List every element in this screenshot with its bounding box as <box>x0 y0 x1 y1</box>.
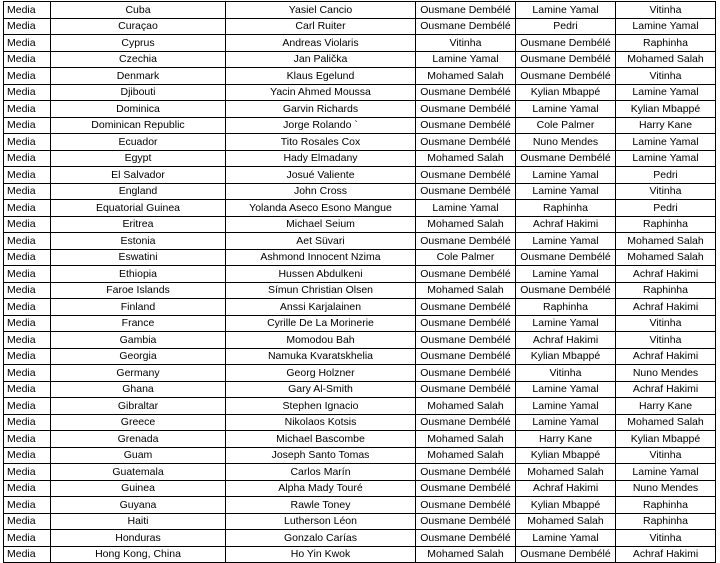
first-choice-cell: Ousmane Dembélé <box>416 117 516 134</box>
third-choice-cell: Mohamed Salah <box>616 249 716 266</box>
voter-cell: Tito Rosales Cox <box>226 134 416 151</box>
voter-cell: Josué Valiente <box>226 167 416 184</box>
table-row <box>4 35 716 52</box>
category-cell: Media <box>4 497 51 514</box>
second-choice-cell: Pedri <box>516 18 616 35</box>
category-cell: Media <box>4 35 51 52</box>
third-choice-cell: Raphinha <box>616 216 716 233</box>
category-cell: Media <box>4 51 51 68</box>
first-choice-cell: Cole Palmer <box>416 249 516 266</box>
second-choice-cell: Lamine Yamal <box>516 398 616 415</box>
first-choice-cell: Mohamed Salah <box>416 68 516 85</box>
third-choice-cell: Raphinha <box>616 513 716 530</box>
voter-cell: Ashmond Innocent Nzima <box>226 249 416 266</box>
voter-cell: Garvin Richards <box>226 101 416 118</box>
third-choice-cell: Lamine Yamal <box>616 464 716 481</box>
category-cell: Media <box>4 546 51 563</box>
table-row <box>4 332 716 349</box>
third-choice-cell: Raphinha <box>616 282 716 299</box>
second-choice-cell: Ousmane Dembélé <box>516 282 616 299</box>
second-choice-cell: Raphinha <box>516 299 616 316</box>
country-cell: Estonia <box>51 233 226 250</box>
first-choice-cell: Ousmane Dembélé <box>416 480 516 497</box>
country-cell: Cuba <box>51 2 226 19</box>
table-row <box>4 546 716 563</box>
country-cell: Greece <box>51 414 226 431</box>
country-cell: Guatemala <box>51 464 226 481</box>
third-choice-cell: Lamine Yamal <box>616 18 716 35</box>
table-row <box>4 480 716 497</box>
country-cell: Finland <box>51 299 226 316</box>
second-choice-cell: Kylian Mbappé <box>516 348 616 365</box>
country-cell: Gibraltar <box>51 398 226 415</box>
category-cell: Media <box>4 480 51 497</box>
voter-cell: Stephen Ignacio <box>226 398 416 415</box>
category-cell: Media <box>4 117 51 134</box>
voter-cell: Ho Yin Kwok <box>226 546 416 563</box>
second-choice-cell: Ousmane Dembélé <box>516 150 616 167</box>
third-choice-cell: Achraf Hakimi <box>616 266 716 283</box>
voter-cell: Rawle Toney <box>226 497 416 514</box>
country-cell: Grenada <box>51 431 226 448</box>
category-cell: Media <box>4 134 51 151</box>
table-row <box>4 447 716 464</box>
second-choice-cell: Achraf Hakimi <box>516 480 616 497</box>
table-row <box>4 18 716 35</box>
category-cell: Media <box>4 447 51 464</box>
voter-cell: Yacin Ahmed Moussa <box>226 84 416 101</box>
second-choice-cell: Kylian Mbappé <box>516 84 616 101</box>
table-row <box>4 464 716 481</box>
country-cell: England <box>51 183 226 200</box>
first-choice-cell: Ousmane Dembélé <box>416 365 516 382</box>
table-row <box>4 167 716 184</box>
voter-cell: Gary Al-Smith <box>226 381 416 398</box>
voter-cell: Hady Elmadany <box>226 150 416 167</box>
category-cell: Media <box>4 233 51 250</box>
second-choice-cell: Lamine Yamal <box>516 167 616 184</box>
voter-cell: Namuka Kvaratskhelia <box>226 348 416 365</box>
voter-cell: Lutherson Léon <box>226 513 416 530</box>
first-choice-cell: Vitinha <box>416 35 516 52</box>
first-choice-cell: Ousmane Dembélé <box>416 266 516 283</box>
third-choice-cell: Vitinha <box>616 530 716 547</box>
table-row <box>4 315 716 332</box>
third-choice-cell: Raphinha <box>616 35 716 52</box>
second-choice-cell: Vitinha <box>516 365 616 382</box>
country-cell: Guyana <box>51 497 226 514</box>
third-choice-cell: Pedri <box>616 200 716 217</box>
table-row <box>4 183 716 200</box>
first-choice-cell: Ousmane Dembélé <box>416 101 516 118</box>
second-choice-cell: Nuno Mendes <box>516 134 616 151</box>
table-row <box>4 381 716 398</box>
country-cell: Guinea <box>51 480 226 497</box>
first-choice-cell: Ousmane Dembélé <box>416 513 516 530</box>
category-cell: Media <box>4 84 51 101</box>
table-row <box>4 266 716 283</box>
voter-cell: Aet Süvari <box>226 233 416 250</box>
category-cell: Media <box>4 365 51 382</box>
first-choice-cell: Mohamed Salah <box>416 150 516 167</box>
country-cell: Ecuador <box>51 134 226 151</box>
first-choice-cell: Ousmane Dembélé <box>416 183 516 200</box>
second-choice-cell: Ousmane Dembélé <box>516 546 616 563</box>
country-cell: Dominica <box>51 101 226 118</box>
first-choice-cell: Ousmane Dembélé <box>416 167 516 184</box>
first-choice-cell: Ousmane Dembélé <box>416 299 516 316</box>
voter-cell: Michael Seium <box>226 216 416 233</box>
country-cell: Czechia <box>51 51 226 68</box>
voter-cell: Carlos Marín <box>226 464 416 481</box>
category-cell: Media <box>4 348 51 365</box>
table-row <box>4 200 716 217</box>
third-choice-cell: Vitinha <box>616 2 716 19</box>
country-cell: Ethiopia <box>51 266 226 283</box>
voter-cell: Jorge Rolando ` <box>226 117 416 134</box>
category-cell: Media <box>4 216 51 233</box>
third-choice-cell: Achraf Hakimi <box>616 546 716 563</box>
country-cell: Hong Kong, China <box>51 546 226 563</box>
category-cell: Media <box>4 315 51 332</box>
third-choice-cell: Vitinha <box>616 183 716 200</box>
voter-cell: Klaus Egelund <box>226 68 416 85</box>
second-choice-cell: Ousmane Dembélé <box>516 249 616 266</box>
category-cell: Media <box>4 431 51 448</box>
country-cell: France <box>51 315 226 332</box>
country-cell: Gambia <box>51 332 226 349</box>
voter-cell: Nikolaos Kotsis <box>226 414 416 431</box>
table-row <box>4 134 716 151</box>
first-choice-cell: Ousmane Dembélé <box>416 2 516 19</box>
country-cell: Faroe Islands <box>51 282 226 299</box>
category-cell: Media <box>4 398 51 415</box>
first-choice-cell: Mohamed Salah <box>416 398 516 415</box>
first-choice-cell: Mohamed Salah <box>416 546 516 563</box>
voter-cell: Georg Holzner <box>226 365 416 382</box>
country-cell: Eswatini <box>51 249 226 266</box>
first-choice-cell: Ousmane Dembélé <box>416 315 516 332</box>
second-choice-cell: Lamine Yamal <box>516 414 616 431</box>
second-choice-cell: Kylian Mbappé <box>516 497 616 514</box>
second-choice-cell: Lamine Yamal <box>516 233 616 250</box>
table-row <box>4 84 716 101</box>
voter-cell: Anssi Karjalainen <box>226 299 416 316</box>
category-cell: Media <box>4 167 51 184</box>
country-cell: Ghana <box>51 381 226 398</box>
country-cell: Dominican Republic <box>51 117 226 134</box>
country-cell: Curaçao <box>51 18 226 35</box>
second-choice-cell: Ousmane Dembélé <box>516 51 616 68</box>
third-choice-cell: Harry Kane <box>616 398 716 415</box>
second-choice-cell: Ousmane Dembélé <box>516 68 616 85</box>
first-choice-cell: Ousmane Dembélé <box>416 381 516 398</box>
third-choice-cell: Vitinha <box>616 332 716 349</box>
country-cell: Georgia <box>51 348 226 365</box>
table-row <box>4 2 716 19</box>
table-row <box>4 282 716 299</box>
first-choice-cell: Lamine Yamal <box>416 51 516 68</box>
voting-table <box>3 1 716 563</box>
category-cell: Media <box>4 183 51 200</box>
second-choice-cell: Lamine Yamal <box>516 381 616 398</box>
voter-cell: Alpha Mady Touré <box>226 480 416 497</box>
voter-cell: Andreas Violaris <box>226 35 416 52</box>
category-cell: Media <box>4 200 51 217</box>
second-choice-cell: Achraf Hakimi <box>516 332 616 349</box>
voting-table-body <box>4 2 716 563</box>
category-cell: Media <box>4 282 51 299</box>
category-cell: Media <box>4 332 51 349</box>
third-choice-cell: Vitinha <box>616 315 716 332</box>
table-row <box>4 216 716 233</box>
second-choice-cell: Mohamed Salah <box>516 464 616 481</box>
table-row <box>4 117 716 134</box>
country-cell: Denmark <box>51 68 226 85</box>
voter-cell: Yasiel Cancio <box>226 2 416 19</box>
category-cell: Media <box>4 381 51 398</box>
second-choice-cell: Mohamed Salah <box>516 513 616 530</box>
table-row <box>4 530 716 547</box>
table-row <box>4 68 716 85</box>
category-cell: Media <box>4 299 51 316</box>
country-cell: Djibouti <box>51 84 226 101</box>
voter-cell: Michael Bascombe <box>226 431 416 448</box>
third-choice-cell: Mohamed Salah <box>616 51 716 68</box>
third-choice-cell: Achraf Hakimi <box>616 381 716 398</box>
country-cell: Equatorial Guinea <box>51 200 226 217</box>
third-choice-cell: Pedri <box>616 167 716 184</box>
second-choice-cell: Lamine Yamal <box>516 530 616 547</box>
first-choice-cell: Ousmane Dembélé <box>416 497 516 514</box>
table-row <box>4 414 716 431</box>
third-choice-cell: Lamine Yamal <box>616 134 716 151</box>
table-row <box>4 497 716 514</box>
category-cell: Media <box>4 18 51 35</box>
voter-cell: Jan Palička <box>226 51 416 68</box>
second-choice-cell: Kylian Mbappé <box>516 447 616 464</box>
category-cell: Media <box>4 266 51 283</box>
table-row <box>4 101 716 118</box>
first-choice-cell: Ousmane Dembélé <box>416 464 516 481</box>
voter-cell: Momodou Bah <box>226 332 416 349</box>
table-row <box>4 249 716 266</box>
third-choice-cell: Achraf Hakimi <box>616 299 716 316</box>
country-cell: Haiti <box>51 513 226 530</box>
first-choice-cell: Ousmane Dembélé <box>416 348 516 365</box>
table-row <box>4 398 716 415</box>
second-choice-cell: Harry Kane <box>516 431 616 448</box>
third-choice-cell: Kylian Mbappé <box>616 431 716 448</box>
category-cell: Media <box>4 530 51 547</box>
first-choice-cell: Mohamed Salah <box>416 447 516 464</box>
third-choice-cell: Lamine Yamal <box>616 150 716 167</box>
first-choice-cell: Mohamed Salah <box>416 216 516 233</box>
table-row <box>4 233 716 250</box>
country-cell: Eritrea <box>51 216 226 233</box>
category-cell: Media <box>4 150 51 167</box>
second-choice-cell: Ousmane Dembélé <box>516 35 616 52</box>
country-cell: Germany <box>51 365 226 382</box>
category-cell: Media <box>4 68 51 85</box>
third-choice-cell: Mohamed Salah <box>616 414 716 431</box>
second-choice-cell: Lamine Yamal <box>516 101 616 118</box>
voter-cell: Símun Christian Olsen <box>226 282 416 299</box>
first-choice-cell: Mohamed Salah <box>416 282 516 299</box>
voter-cell: Gonzalo Carías <box>226 530 416 547</box>
voter-cell: Joseph Santo Tomas <box>226 447 416 464</box>
first-choice-cell: Ousmane Dembélé <box>416 18 516 35</box>
second-choice-cell: Lamine Yamal <box>516 266 616 283</box>
third-choice-cell: Vitinha <box>616 447 716 464</box>
third-choice-cell: Kylian Mbappé <box>616 101 716 118</box>
country-cell: Egypt <box>51 150 226 167</box>
category-cell: Media <box>4 513 51 530</box>
third-choice-cell: Mohamed Salah <box>616 233 716 250</box>
table-row <box>4 299 716 316</box>
voter-cell: Hussen Abdulkeni <box>226 266 416 283</box>
second-choice-cell: Cole Palmer <box>516 117 616 134</box>
category-cell: Media <box>4 101 51 118</box>
first-choice-cell: Lamine Yamal <box>416 200 516 217</box>
third-choice-cell: Nuno Mendes <box>616 365 716 382</box>
second-choice-cell: Lamine Yamal <box>516 183 616 200</box>
second-choice-cell: Lamine Yamal <box>516 315 616 332</box>
category-cell: Media <box>4 464 51 481</box>
country-cell: El Salvador <box>51 167 226 184</box>
category-cell: Media <box>4 414 51 431</box>
third-choice-cell: Lamine Yamal <box>616 84 716 101</box>
country-cell: Cyprus <box>51 35 226 52</box>
first-choice-cell: Ousmane Dembélé <box>416 233 516 250</box>
table-row <box>4 51 716 68</box>
third-choice-cell: Raphinha <box>616 497 716 514</box>
second-choice-cell: Raphinha <box>516 200 616 217</box>
table-row <box>4 513 716 530</box>
country-cell: Guam <box>51 447 226 464</box>
table-row <box>4 431 716 448</box>
first-choice-cell: Ousmane Dembélé <box>416 84 516 101</box>
third-choice-cell: Nuno Mendes <box>616 480 716 497</box>
second-choice-cell: Achraf Hakimi <box>516 216 616 233</box>
first-choice-cell: Mohamed Salah <box>416 431 516 448</box>
second-choice-cell: Lamine Yamal <box>516 2 616 19</box>
voter-cell: Carl Ruiter <box>226 18 416 35</box>
country-cell: Honduras <box>51 530 226 547</box>
third-choice-cell: Vitinha <box>616 68 716 85</box>
third-choice-cell: Harry Kane <box>616 117 716 134</box>
voter-cell: John Cross <box>226 183 416 200</box>
voter-cell: Yolanda Aseco Esono Mangue <box>226 200 416 217</box>
first-choice-cell: Ousmane Dembélé <box>416 134 516 151</box>
table-row <box>4 348 716 365</box>
first-choice-cell: Ousmane Dembélé <box>416 414 516 431</box>
category-cell: Media <box>4 2 51 19</box>
first-choice-cell: Ousmane Dembélé <box>416 530 516 547</box>
voter-cell: Cyrille De La Morinerie <box>226 315 416 332</box>
category-cell: Media <box>4 249 51 266</box>
table-row <box>4 150 716 167</box>
third-choice-cell: Achraf Hakimi <box>616 348 716 365</box>
first-choice-cell: Ousmane Dembélé <box>416 332 516 349</box>
table-row <box>4 365 716 382</box>
